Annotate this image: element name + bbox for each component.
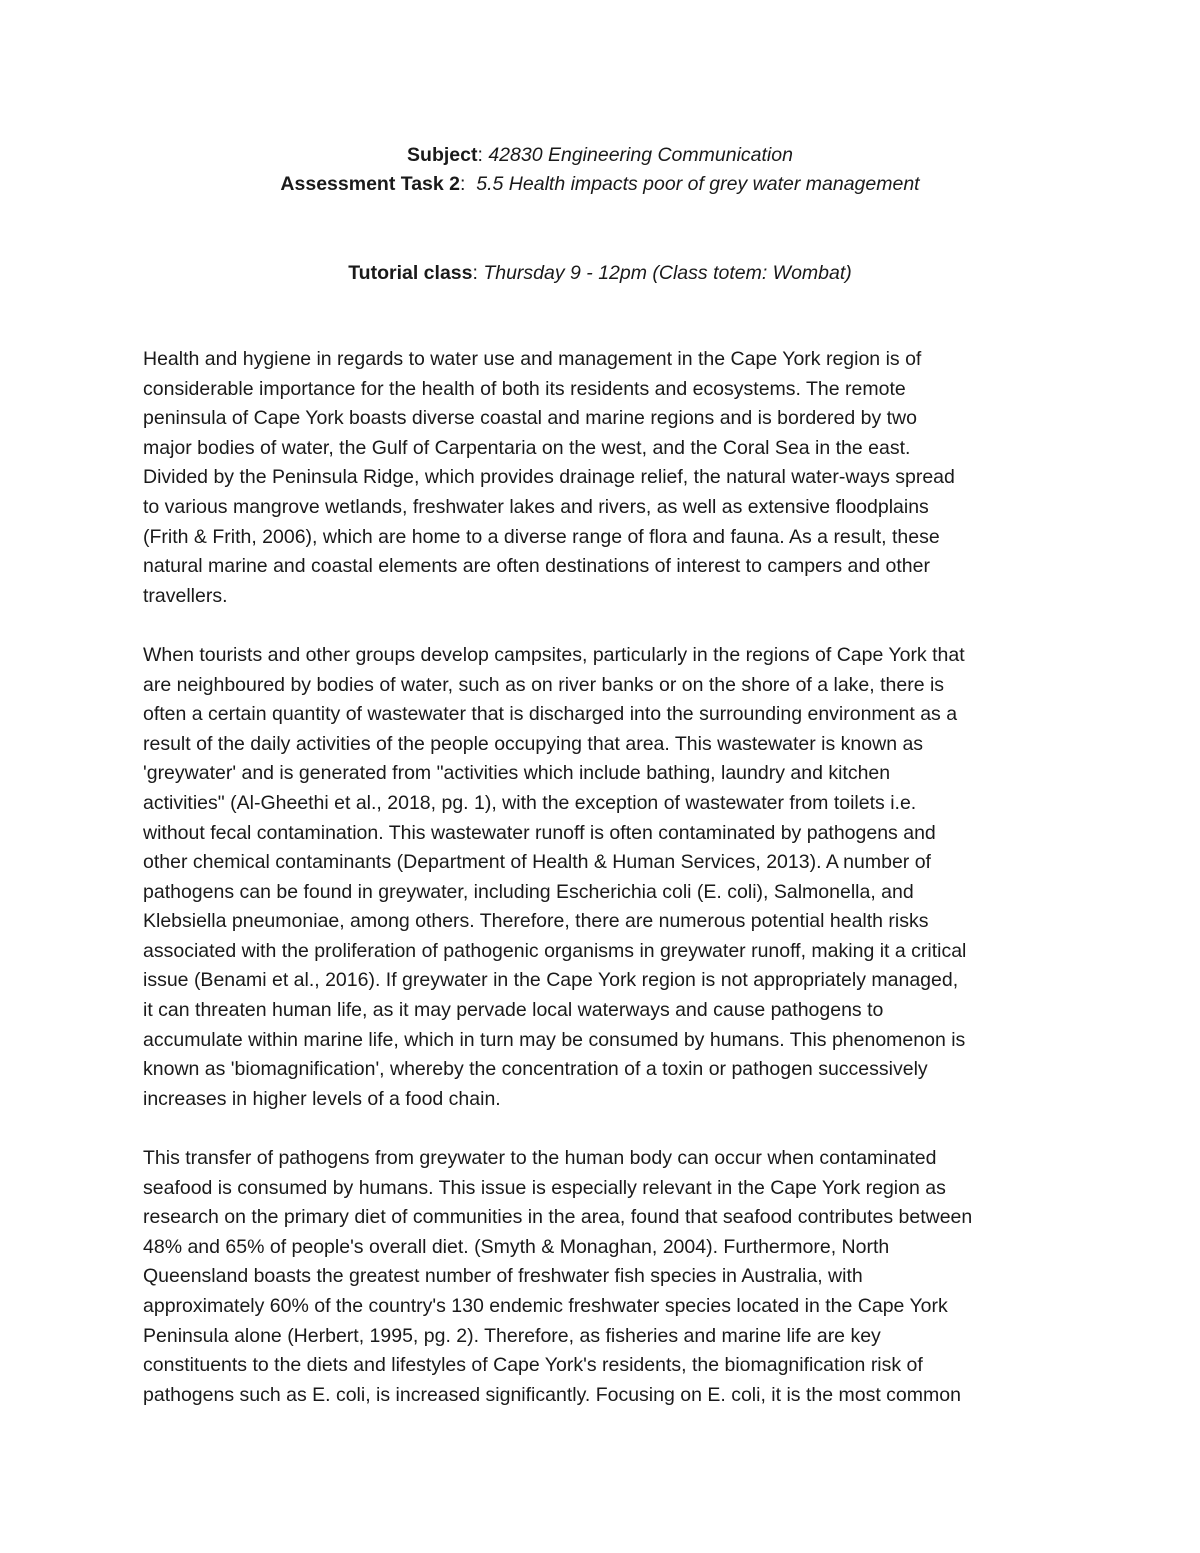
- assessment-line: Assessment Task 2: 5.5 Health impacts poor of grey water management: [280, 173, 920, 195]
- document-header: [0, 141, 1200, 199]
- subject-value: 42830 Engineering Communication: [488, 144, 793, 166]
- paragraph-line: Peninsula alone (Herbert, 1995, pg. 2). Therefore, as fisheries and marine life are key: [143, 1324, 881, 1347]
- paragraph-line: without fecal contamination. This wastewater runoff is often contaminated by pathogens and: [143, 821, 936, 844]
- paragraph-line: constituents to the diets and lifestyles of Cape York's residents, the biomagnification risk of: [143, 1354, 923, 1377]
- paragraph-line: to various mangrove wetlands, freshwater lakes and rivers, as well as extensive floodplains: [143, 495, 929, 518]
- paragraph-line: result of the daily activities of the people occupying that area. This wastewater is known as: [143, 732, 924, 755]
- paragraph-line: approximately 60% of the country's 130 endemic freshwater species located in the Cape York: [143, 1295, 948, 1317]
- subject-label: Subject: [407, 144, 478, 166]
- paragraph-line: This transfer of pathogens from greywater to the human body can occur when contaminated: [143, 1147, 937, 1170]
- paragraph-line: natural marine and coastal elements are often destinations of interest to campers and other: [143, 555, 930, 578]
- paragraph-line: it can threaten human life, as it may pervade local waterways and cause pathogens to: [143, 999, 884, 1022]
- paragraph-line: Health and hygiene in regards to water use and management in the Cape York region is of: [143, 348, 922, 370]
- paragraph-line: pathogens can be found in greywater, including Escherichia coli (E. coli), Salmonella, and: [143, 880, 914, 903]
- document-body: [143, 345, 1061, 1440]
- paragraph-line: (Frith & Frith, 2006), which are home to a diverse range of flora and fauna. As a result, these: [143, 525, 940, 548]
- paragraph-line: often a certain quantity of wastewater that is discharged into the surrounding environment as a: [143, 703, 958, 726]
- paragraph-line: peninsula of Cape York boasts diverse coastal and marine regions and is bordered by two: [143, 407, 917, 430]
- paragraph-line: accumulate within marine life, which in turn may be consumed by humans. This phenomenon is: [143, 1028, 966, 1051]
- paragraph-line: research on the primary diet of communities in the area, found that seafood contributes between: [143, 1206, 973, 1229]
- paragraph-line: Divided by the Peninsula Ridge, which provides drainage relief, the natural water-ways spread: [143, 466, 955, 489]
- paragraph-line: increases in higher levels of a food chain.: [143, 1087, 501, 1110]
- subject-line: Subject: 42830 Engineering Communication: [407, 144, 793, 166]
- assessment-value: 5.5 Health impacts poor of grey water management: [476, 173, 920, 195]
- paragraph-line: associated with the proliferation of pathogenic organisms in greywater runoff, making it a critical: [143, 939, 967, 962]
- paragraph-line: pathogens such as E. coli, is increased significantly. Focusing on E. coli, it is the most common: [143, 1383, 961, 1406]
- paragraph-line: travellers.: [143, 584, 228, 607]
- paragraph-line: are neighboured by bodies of water, such as on river banks or on the shore of a lake, there is: [143, 673, 945, 696]
- paragraph: [143, 1144, 1061, 1410]
- tutorial-line: Tutorial class: Thursday 9 - 12pm (Class totem: Wombat): [348, 262, 852, 284]
- paragraph-line: Queensland boasts the greatest number of freshwater fish species in Australia, with: [143, 1265, 863, 1288]
- paragraph-line: other chemical contaminants (Department of Health & Human Services, 2013). A number of: [143, 851, 931, 874]
- tutorial-header: [0, 259, 1200, 288]
- paragraph-line: Klebsiella pneumoniae, among others. Therefore, there are numerous potential health risks: [143, 910, 929, 933]
- paragraph-line: issue (Benami et al., 2016). If greywater in the Cape York region is not appropriately managed,: [143, 969, 959, 992]
- paragraph-line: seafood is consumed by humans. This issue is especially relevant in the Cape York region as: [143, 1176, 946, 1199]
- paragraph-line: activities" (Al-Gheethi et al., 2018, pg. 1), with the exception of wastewater from toilets i.e.: [143, 791, 917, 814]
- tutorial-value: Thursday 9 - 12pm (Class totem: Wombat): [483, 262, 852, 284]
- paragraph-line: major bodies of water, the Gulf of Carpentaria on the west, and the Coral Sea in the east.: [143, 436, 911, 459]
- tutorial-label: Tutorial class: [348, 262, 473, 284]
- paragraph: [143, 345, 1061, 611]
- paragraph-line: When tourists and other groups develop campsites, particularly in the regions of Cape York that: [143, 643, 965, 666]
- paragraph-line: known as 'biomagnification', whereby the concentration of a toxin or pathogen successively: [143, 1058, 928, 1081]
- paragraph-line: 48% and 65% of people's overall diet. (Smyth & Monaghan, 2004). Furthermore, North: [143, 1235, 890, 1258]
- paragraph: [143, 641, 1061, 1115]
- paragraph-line: considerable importance for the health of both its residents and ecosystems. The remote: [143, 377, 906, 400]
- paragraph-line: 'greywater' and is generated from "activities which include bathing, laundry and kitchen: [143, 762, 891, 785]
- assessment-label: Assessment Task 2: [280, 173, 460, 195]
